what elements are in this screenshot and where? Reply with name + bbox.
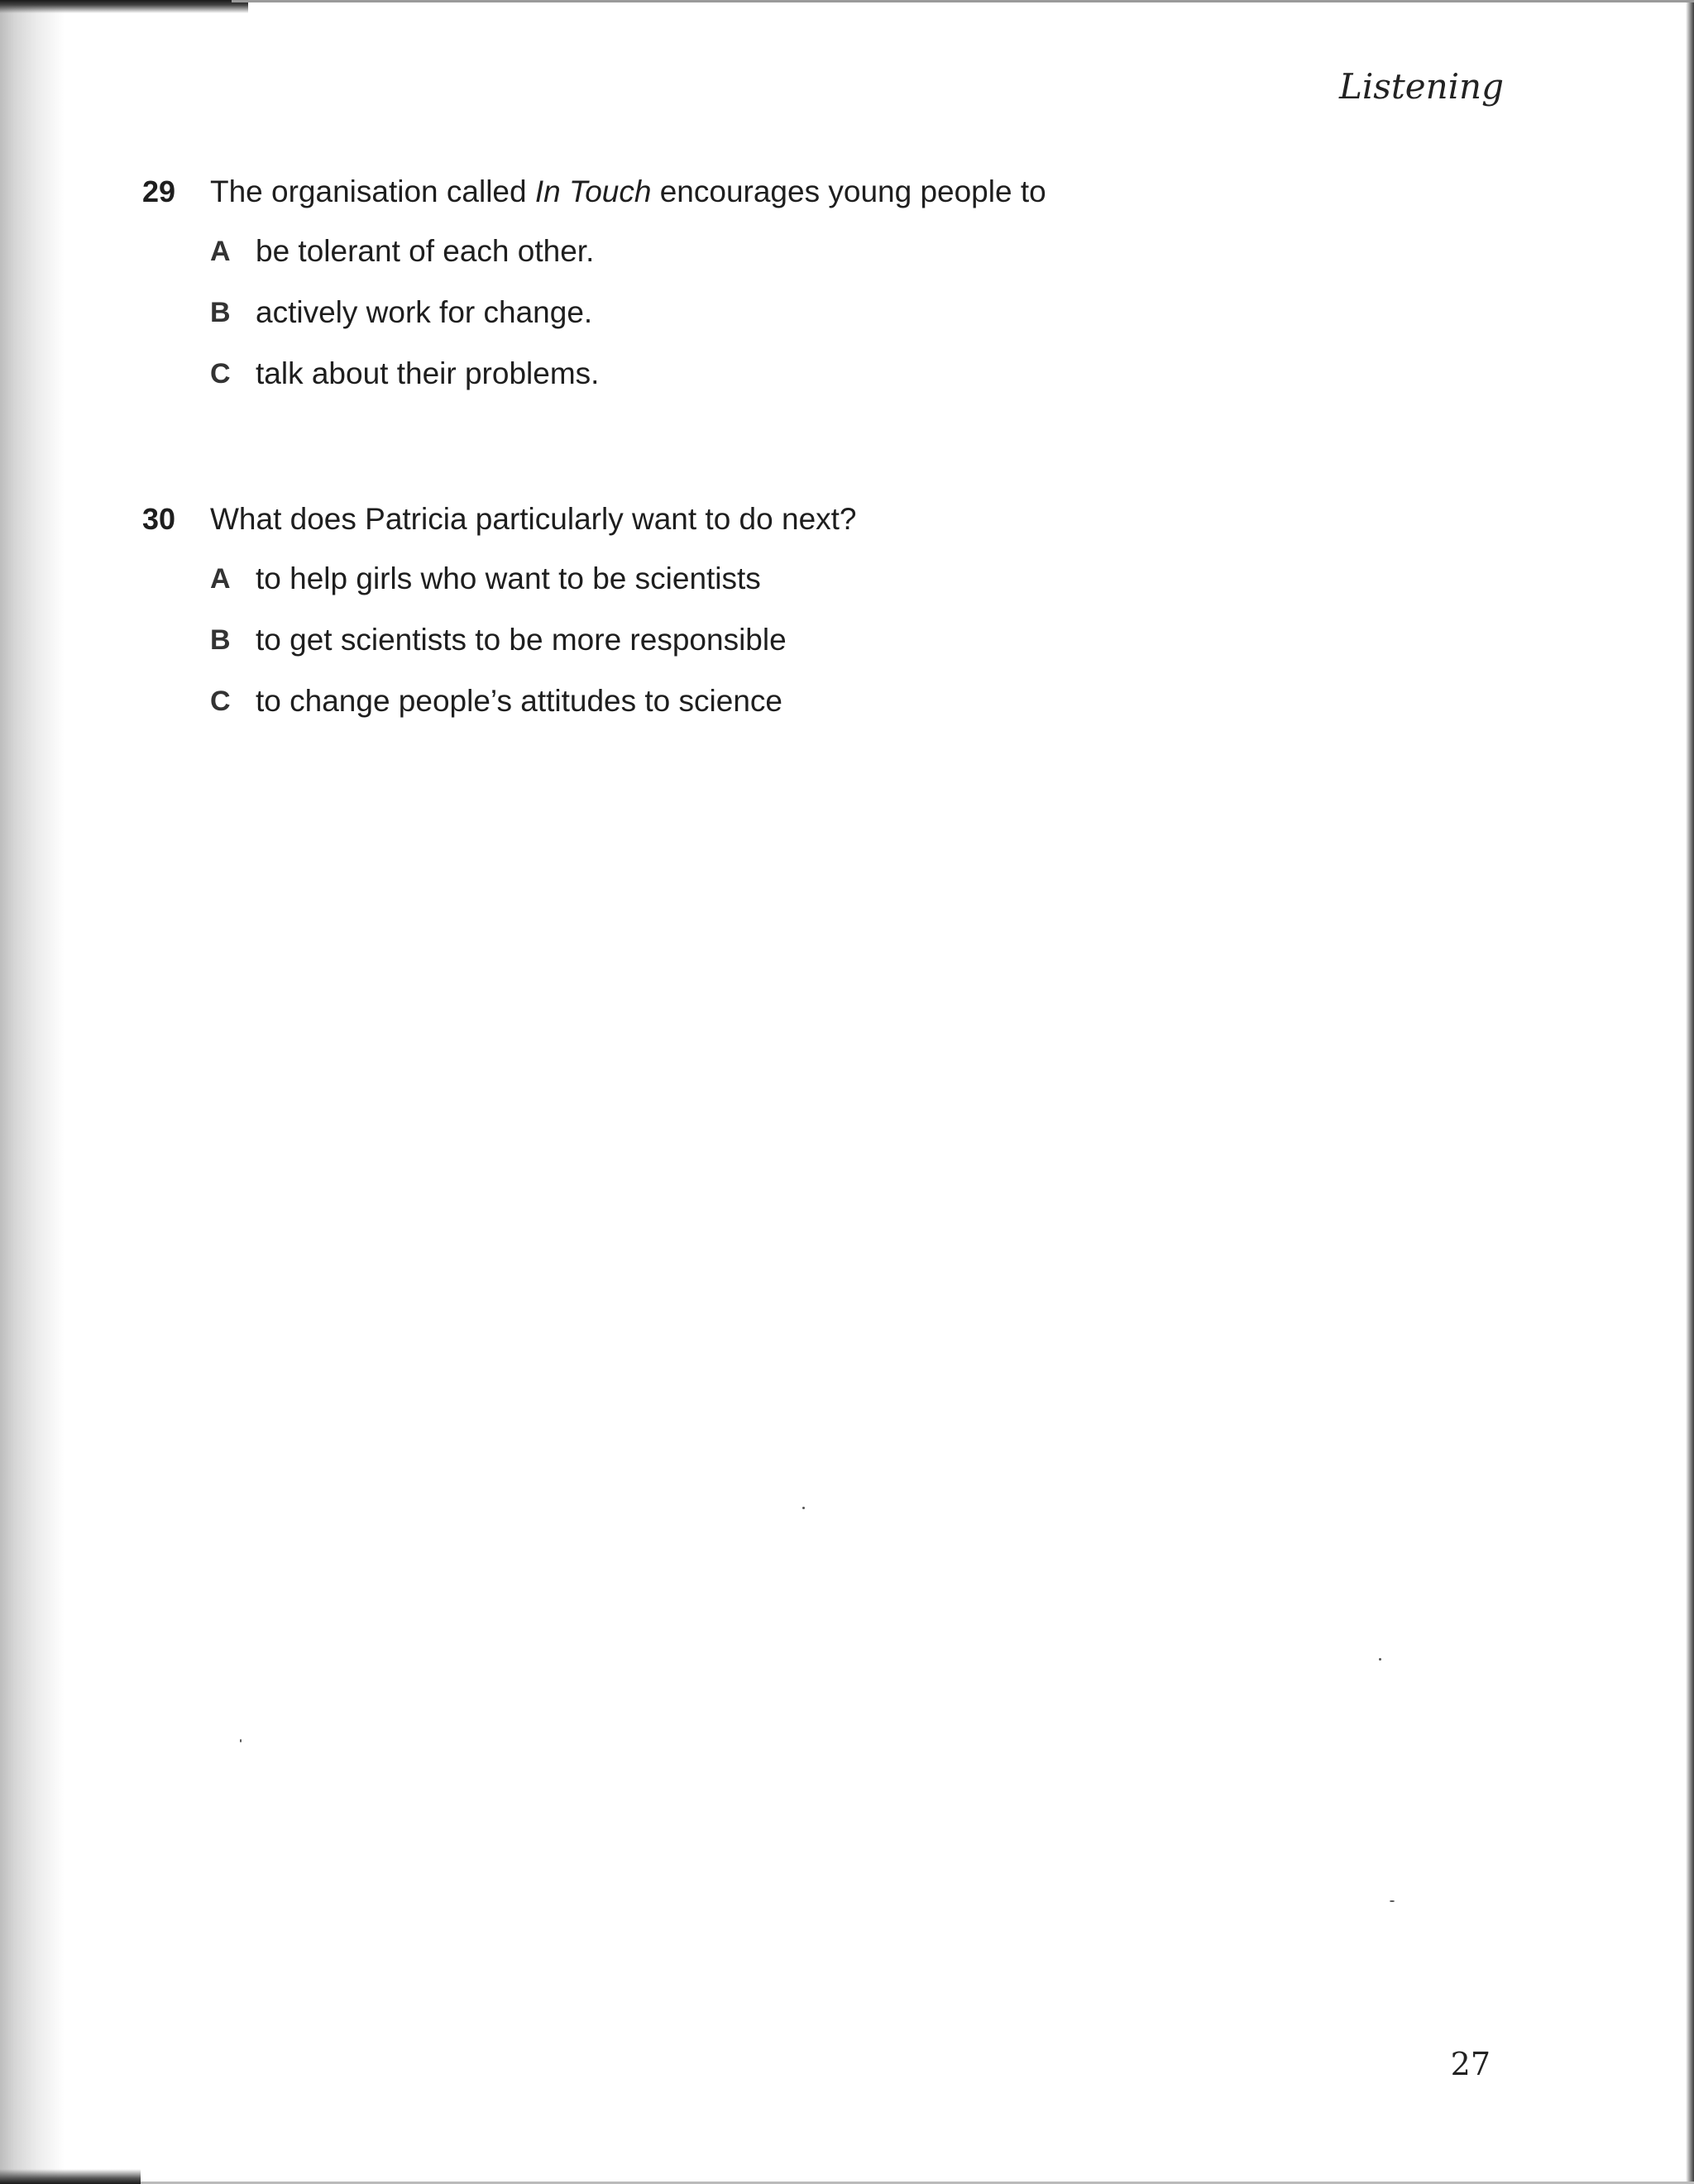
option-letter: A: [210, 563, 231, 595]
option-text: actively work for change.: [256, 295, 593, 329]
scan-edge-top-left: [0, 0, 248, 13]
running-head: Listening: [1338, 66, 1504, 107]
option-letter: A: [210, 236, 231, 267]
scan-speck: [1390, 1900, 1395, 1902]
question-number: 29: [142, 174, 176, 208]
option-letter: B: [210, 297, 231, 328]
option-text: talk about their problems.: [256, 356, 600, 390]
question-text-part: encourages young people to: [651, 174, 1046, 208]
scan-edge-right: [1686, 0, 1694, 2184]
scan-edge-bottom-left: [0, 2169, 141, 2184]
question-number: 30: [142, 502, 176, 536]
option-letter: C: [210, 358, 231, 389]
binding-shadow: [0, 0, 65, 2184]
option-text: to help girls who want to be scientists: [256, 562, 761, 595]
scan-speck: [802, 1507, 805, 1509]
option-text: to change people’s attitudes to science: [256, 684, 782, 718]
option-text: to get scientists to be more responsible: [256, 623, 787, 657]
scan-speck: [240, 1739, 242, 1742]
option-letter: B: [210, 624, 231, 656]
option-text: be tolerant of each other.: [256, 234, 595, 268]
organisation-name: In Touch: [534, 174, 652, 208]
question-text: [210, 167, 1046, 217]
scan-edge-top: [232, 0, 1694, 2]
question-text-part: The organisation called: [210, 174, 535, 208]
page-number: 27: [1450, 2046, 1491, 2082]
question-text: What does Patricia particularly want to do next?: [210, 502, 857, 536]
scan-speck: [1379, 1658, 1381, 1661]
option-letter: C: [210, 686, 231, 717]
